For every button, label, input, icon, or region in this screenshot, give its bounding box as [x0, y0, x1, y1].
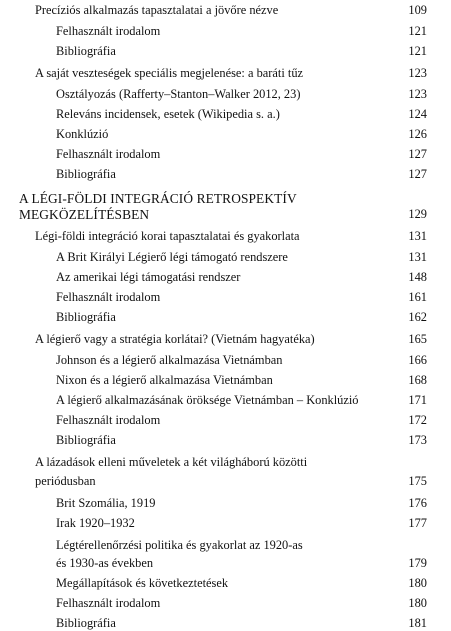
toc-entry-title: Johnson és a légierő alkalmazása Vietnámban — [56, 353, 283, 367]
toc-entry-page: 161 — [408, 290, 427, 304]
toc-entry-page: 129 — [408, 207, 427, 221]
toc-entry-title: Irak 1920–1932 — [56, 516, 135, 530]
toc-entry-page: 127 — [408, 147, 427, 161]
toc-entry-title: Bibliográfia — [56, 44, 116, 58]
toc-entry-title: A Brit Királyi Légierő légi támogató rendszere — [56, 250, 288, 264]
toc-entry-page: 175 — [408, 474, 427, 488]
toc-entry-page: 148 — [408, 270, 427, 284]
toc-entry-page: 168 — [408, 373, 427, 387]
toc-entry-title: A lázadások elleni műveletek a két világháború közötti — [35, 455, 308, 469]
toc-entry-page: 179 — [408, 556, 427, 570]
toc-entry-page: 126 — [408, 127, 427, 141]
toc-entry-page: 176 — [408, 496, 427, 510]
toc-entry-title: Nixon és a légierő alkalmazása Vietnámban — [56, 373, 273, 387]
toc-entry-title: Légi-földi integráció korai tapasztalatai és gyakorlata — [35, 229, 300, 243]
toc-entry-title: Bibliográfia — [56, 616, 116, 630]
toc-entry-title: A légierő vagy a stratégia korlátai? (Vietnám hagyatéka) — [35, 332, 315, 346]
toc-entry-page: 121 — [408, 24, 427, 38]
toc-entry-title: és 1930-as években — [56, 556, 154, 570]
toc-entry-title: Releváns incidensek, esetek (Wikipedia s. a.) — [56, 107, 280, 121]
toc-entry-title: Felhasznált irodalom — [56, 596, 161, 610]
toc-entry-title: Bibliográfia — [56, 167, 116, 181]
toc-entry-title: Precíziós alkalmazás tapasztalatai a jövőre nézve — [35, 3, 279, 17]
toc-entry-title: A légierő alkalmazásának öröksége Vietnámban – Konklúzió — [56, 393, 359, 407]
toc-entry-page: 131 — [408, 250, 427, 264]
toc-entry-page: 123 — [408, 66, 427, 80]
toc-entry-page: 166 — [408, 353, 427, 367]
toc-entry-title: Felhasznált irodalom — [56, 290, 161, 304]
toc-entry-page: 127 — [408, 167, 427, 181]
toc-entry-page: 177 — [408, 516, 427, 530]
toc-entry-title: Bibliográfia — [56, 310, 116, 324]
toc-entry-title: periódusban — [35, 474, 96, 488]
toc-entry-title: MEGKÖZELÍTÉSBEN — [19, 207, 150, 222]
toc-entry-page: 180 — [408, 576, 427, 590]
toc-entry-title: Osztályozás (Rafferty–Stanton–Walker 2012, 23) — [56, 87, 301, 101]
toc-entry-page: 131 — [408, 229, 427, 243]
toc-entry-page: 180 — [408, 596, 427, 610]
toc-entry-page: 171 — [408, 393, 427, 407]
toc-entry-page: 181 — [408, 616, 427, 630]
toc-entry-page: 173 — [408, 433, 427, 447]
toc-entry-title: Felhasznált irodalom — [56, 413, 161, 427]
toc-entry-page: 172 — [408, 413, 427, 427]
toc-entry-title: Felhasznált irodalom — [56, 147, 161, 161]
toc-entry-title: Légtérellenőrzési politika és gyakorlat az 1920-as — [56, 538, 303, 552]
toc-entry-title: Bibliográfia — [56, 433, 116, 447]
toc-entry-page: 165 — [408, 332, 427, 346]
toc-entry-title: Brit Szomália, 1919 — [56, 496, 156, 510]
toc-entry-page: 121 — [408, 44, 427, 58]
toc-entry-title: Az amerikai légi támogatási rendszer — [56, 270, 241, 284]
toc-entry-page: 109 — [408, 3, 427, 17]
toc-entry-page: 123 — [408, 87, 427, 101]
toc-entry-title: Megállapítások és következtetések — [56, 576, 229, 590]
toc-entry-title: Felhasznált irodalom — [56, 24, 161, 38]
toc-entry-title: Konklúzió — [56, 127, 109, 141]
toc-entry-page: 162 — [408, 310, 427, 324]
toc-entry-title: A LÉGI-FÖLDI INTEGRÁCIÓ RETROSPEKTÍV — [19, 191, 297, 206]
toc-entry-page: 124 — [408, 107, 427, 121]
toc-entry-title: A saját veszteségek speciális megjelenése: a baráti tűz — [35, 66, 304, 80]
